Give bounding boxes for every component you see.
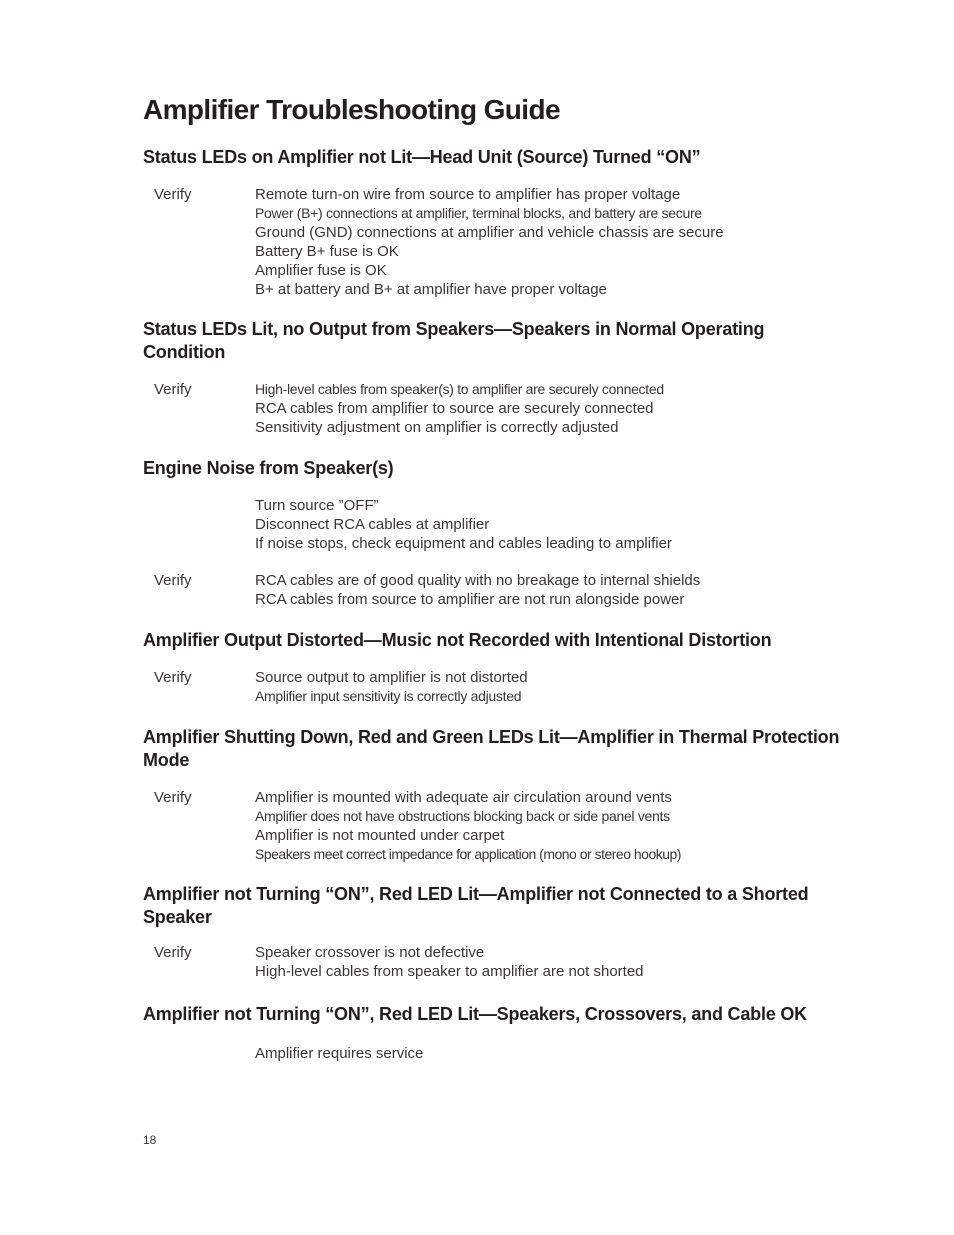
section-requires-service <box>143 1003 843 1063</box>
list-item: Amplifier fuse is OK <box>255 262 387 279</box>
list-item: RCA cables from amplifier to source are securely connected <box>255 400 654 417</box>
section-heading: Amplifier Shutting Down, Red and Green LEDs Lit—Amplifier in Thermal Protection Mode <box>143 727 840 770</box>
item-list <box>255 380 843 437</box>
item-list <box>255 185 843 299</box>
item-list <box>255 571 843 609</box>
verify-group <box>143 943 843 981</box>
section-heading: Status LEDs on Amplifier not Lit—Head Unit (Source) Turned “ON” <box>143 147 701 167</box>
item-list <box>255 496 843 553</box>
list-item: Source output to amplifier is not distorted <box>255 669 528 686</box>
list-item: Amplifier does not have obstructions blocking back or side panel vents <box>255 808 670 824</box>
verify-label: Verify <box>154 381 192 398</box>
item-list <box>255 1044 843 1063</box>
section-heading: Amplifier not Turning “ON”, Red LED Lit—Speakers, Crossovers, and Cable OK <box>143 1004 807 1024</box>
section-shorted-speaker <box>143 883 843 981</box>
section-output-distorted <box>143 629 843 706</box>
verify-group <box>143 571 843 609</box>
list-item: Amplifier requires service <box>255 1045 424 1062</box>
list-item: Amplifier input sensitivity is correctly adjusted <box>255 688 522 704</box>
list-item: Speakers meet correct impedance for application (mono or stereo hookup) <box>255 846 681 862</box>
verify-group <box>143 185 843 299</box>
section-no-output <box>143 318 843 437</box>
list-item: RCA cables are of good quality with no breakage to internal shields <box>255 572 701 589</box>
section-heading: Amplifier Output Distorted—Music not Recorded with Intentional Distortion <box>143 630 772 650</box>
item-list <box>255 668 843 706</box>
section-engine-noise <box>143 457 843 609</box>
section-thermal-protection <box>143 726 843 864</box>
steps-group <box>143 496 843 553</box>
list-item: Remote turn-on wire from source to amplifier has proper voltage <box>255 186 681 203</box>
list-item: RCA cables from source to amplifier are not run alongside power <box>255 591 685 608</box>
section-heading: Engine Noise from Speaker(s) <box>143 458 394 478</box>
list-item: B+ at battery and B+ at amplifier have proper voltage <box>255 281 607 298</box>
item-list <box>255 943 843 981</box>
list-item: Amplifier is not mounted under carpet <box>255 827 505 844</box>
verify-group <box>143 380 843 437</box>
list-item: Power (B+) connections at amplifier, terminal blocks, and battery are secure <box>255 205 702 221</box>
verify-label: Verify <box>154 789 192 806</box>
verify-group <box>143 788 843 864</box>
verify-label: Verify <box>154 186 192 203</box>
list-item: Battery B+ fuse is OK <box>255 243 399 260</box>
item-list <box>255 788 843 864</box>
verify-group <box>143 668 843 706</box>
section-heading: Status LEDs Lit, no Output from Speakers—Speakers in Normal Operating Condition <box>143 319 765 362</box>
list-item: Amplifier is mounted with adequate air circulation around vents <box>255 789 672 806</box>
page-title: Amplifier Troubleshooting Guide <box>143 94 560 125</box>
list-item: Disconnect RCA cables at amplifier <box>255 516 490 533</box>
list-item: High-level cables from speaker(s) to amplifier are securely connected <box>255 381 664 397</box>
list-item: If noise stops, check equipment and cables leading to amplifier <box>255 535 672 552</box>
steps-group <box>143 1044 843 1063</box>
verify-label: Verify <box>154 944 192 961</box>
list-item: Turn source ”OFF” <box>255 497 379 514</box>
list-item: Sensitivity adjustment on amplifier is correctly adjusted <box>255 419 619 436</box>
section-heading: Amplifier not Turning “ON”, Red LED Lit—Amplifier not Connected to a Shorted Speaker <box>143 884 809 927</box>
list-item: Speaker crossover is not defective <box>255 944 485 961</box>
list-item: High-level cables from speaker to amplifier are not shorted <box>255 963 644 980</box>
page-number: 18 <box>143 1133 157 1147</box>
verify-label: Verify <box>154 572 192 589</box>
verify-label: Verify <box>154 669 192 686</box>
list-item: Ground (GND) connections at amplifier and vehicle chassis are secure <box>255 224 724 241</box>
section-status-leds-not-lit <box>143 146 843 299</box>
